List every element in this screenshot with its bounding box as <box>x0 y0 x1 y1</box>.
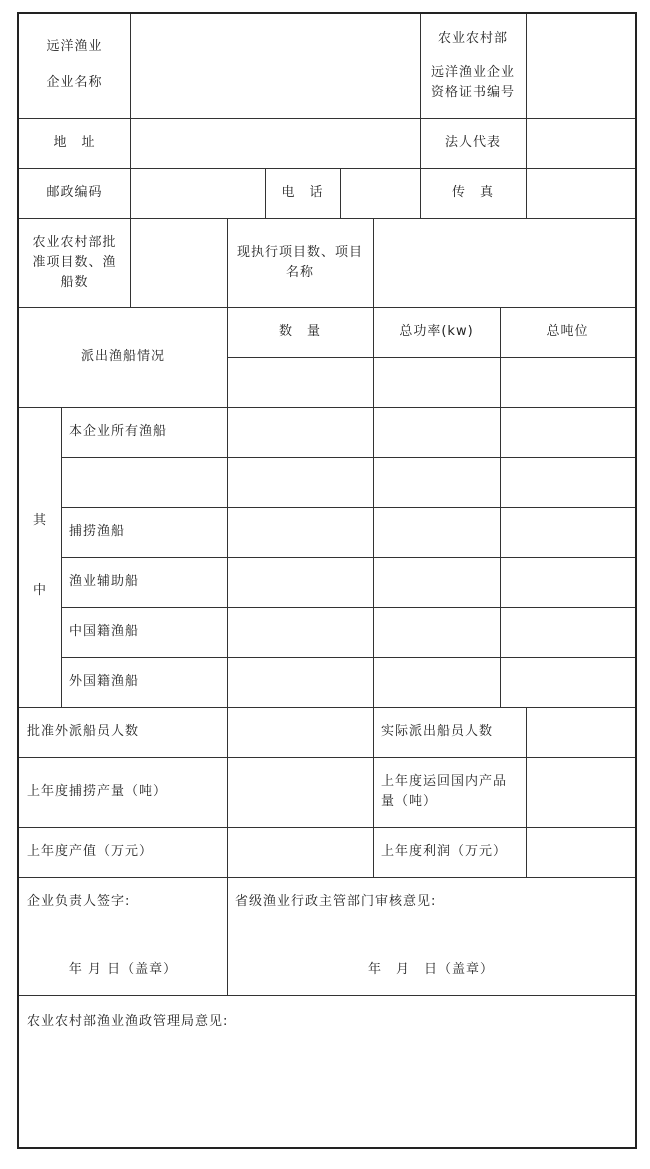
row-divider <box>61 457 635 458</box>
shipped-home-label-line2: 量（吨） <box>381 794 438 809</box>
cert-label-line1: 农业农村部 <box>437 31 508 46</box>
row-divider <box>19 877 635 878</box>
row-own-vessels-label: 本企业所有渔船 <box>69 424 168 439</box>
bureau-opinion-field[interactable] <box>19 1036 635 1146</box>
phone-label: 电 话 <box>281 185 324 200</box>
postcode-label: 邮政编码 <box>46 185 103 200</box>
row-divider <box>61 657 635 658</box>
of-which-char-1: 其 <box>32 513 47 528</box>
provincial-opinion-label: 省级渔业行政主管部门审核意见: <box>235 894 437 909</box>
col-divider <box>373 707 374 877</box>
actual-crew-label: 实际派出船员人数 <box>381 724 494 739</box>
row-divider <box>19 407 635 408</box>
legal-rep-field[interactable] <box>527 119 635 168</box>
enterprise-name-label-line2: 企业名称 <box>46 75 103 90</box>
row-divider <box>19 307 635 308</box>
cert-number-field[interactable] <box>527 14 635 118</box>
signature-label: 企业负责人签字: <box>27 894 131 909</box>
row-fishing-vessels-label: 捕捞渔船 <box>69 524 126 539</box>
fax-label: 传 真 <box>451 185 494 200</box>
row-divider <box>61 557 635 558</box>
col-power-header: 总功率(kw) <box>399 324 474 339</box>
address-field[interactable] <box>131 119 420 168</box>
provincial-date: 年 月 日（盖章） <box>367 962 494 977</box>
current-projects-label-line2: 名称 <box>285 265 314 280</box>
last-year-output-label: 上年度产值（万元） <box>27 844 154 859</box>
row-chinese-vessels-label: 中国籍渔船 <box>69 624 140 639</box>
cert-label-line3: 资格证书编号 <box>430 85 515 100</box>
enterprise-name-label-line1: 远洋渔业 <box>46 39 103 54</box>
signature-date: 年 月 日（盖章） <box>68 962 178 977</box>
row-foreign-vessels-label: 外国籍渔船 <box>69 674 140 689</box>
shipped-home-label-line1: 上年度运回国内产品 <box>381 774 508 789</box>
phone-field[interactable] <box>341 169 420 218</box>
last-year-catch-field[interactable] <box>228 758 373 827</box>
bureau-opinion-label: 农业农村部渔业渔政管理局意见: <box>27 1014 229 1029</box>
shipped-home-field[interactable] <box>527 758 635 827</box>
current-projects-field[interactable] <box>374 219 635 307</box>
last-year-profit-label: 上年度利润（万元） <box>381 844 508 859</box>
row-divider <box>19 995 635 996</box>
current-projects-label-line1: 现执行项目数、项目 <box>236 245 363 260</box>
postcode-field[interactable] <box>131 169 265 218</box>
cert-label-line2: 远洋渔业企业 <box>430 65 515 80</box>
legal-rep-label: 法人代表 <box>444 135 501 150</box>
col-divider <box>61 407 62 707</box>
approved-projects-label-line1: 农业农村部批 <box>32 235 117 250</box>
col-tonnage-header: 总吨位 <box>546 324 589 339</box>
approved-projects-field[interactable] <box>131 219 227 307</box>
dispatched-power-field[interactable] <box>374 358 500 407</box>
address-label: 地 址 <box>53 135 96 150</box>
last-year-output-field[interactable] <box>228 828 373 877</box>
approved-crew-field[interactable] <box>228 708 373 757</box>
last-year-profit-field[interactable] <box>527 828 635 877</box>
application-form <box>17 12 637 1149</box>
of-which-char-2: 中 <box>32 583 47 598</box>
dispatched-quantity-field[interactable] <box>228 358 373 407</box>
col-divider <box>227 218 228 307</box>
fax-field[interactable] <box>527 169 635 218</box>
row-aux-vessels-label: 渔业辅助船 <box>69 574 140 589</box>
approved-projects-label-line2: 准项目数、渔 <box>32 255 117 270</box>
dispatched-tonnage-field[interactable] <box>501 358 635 407</box>
approved-projects-label-line3: 船数 <box>60 275 89 290</box>
approved-crew-label: 批准外派船员人数 <box>27 724 140 739</box>
actual-crew-field[interactable] <box>527 708 635 757</box>
row-divider <box>61 607 635 608</box>
enterprise-name-field[interactable] <box>131 14 420 118</box>
col-quantity-header: 数 量 <box>278 324 321 339</box>
last-year-catch-label: 上年度捕捞产量（吨） <box>27 784 168 799</box>
row-divider <box>61 507 635 508</box>
dispatched-vessels-label: 派出渔船情况 <box>80 349 165 364</box>
